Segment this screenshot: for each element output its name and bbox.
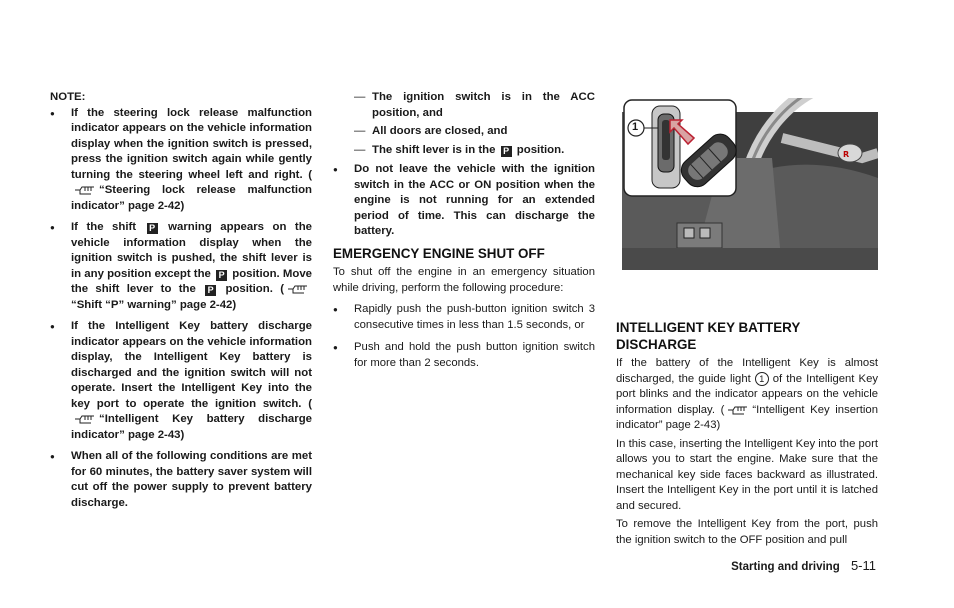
page-footer: [731, 558, 876, 573]
page-number: 5-11: [850, 558, 876, 573]
note-text: If the shift: [71, 221, 137, 233]
page-reference[interactable]: “Shift “P” warning” page 2-42): [71, 298, 237, 311]
park-indicator: P: [147, 223, 158, 234]
page-reference[interactable]: “Intelligent Key insertion indicator” page 2-43): [616, 403, 878, 431]
condition-list: [333, 90, 595, 158]
key-port-illustration: [622, 98, 878, 270]
condition-text: All doors are closed, and: [372, 125, 508, 137]
page-reference[interactable]: “Intelligent Key battery discharge indicator” page 2-43): [71, 413, 312, 441]
list-item: [50, 220, 312, 313]
note-list: [50, 106, 312, 512]
column-middle: [333, 90, 595, 378]
procedure-list: [333, 302, 595, 371]
section-title-emergency: EMERGENCY ENGINE SHUT OFF: [333, 245, 545, 261]
pointing-hand-icon: [74, 412, 96, 424]
paragraph: In this case, inserting the Intelligent Key into the port allows you to start the engine. Make sure that the mechanical key side faces backward as illustrated. Insert the Intelligent Key in the port until it is latched and secured.: [616, 437, 878, 512]
paragraph-text: of the Intelligent Key port blinks and the indicator appears on the vehicle information display. (: [616, 372, 878, 416]
page-reference[interactable]: “Steering lock release malfunction indicator” page 2-42): [71, 184, 312, 212]
park-indicator: P: [501, 146, 512, 157]
list-item: [50, 449, 312, 511]
list-item: [354, 90, 595, 121]
note-text: position. (: [225, 283, 284, 295]
list-item: [333, 340, 595, 371]
condition-text: position.: [516, 143, 565, 156]
paragraph: [616, 356, 878, 434]
condition-text: The ignition switch is in the ACC position, and: [372, 91, 595, 119]
paragraph: To remove the Intelligent Key from the port, push the ignition switch to the OFF position and pull: [616, 518, 878, 546]
note-list: [333, 162, 595, 240]
note-text: When all of the following conditions are met for 60 minutes, the battery saver system will cut off the power supply to prevent battery discharge.: [71, 450, 312, 509]
note-text: warning appears on the vehicle information display when the ignition switch is pushed, the shift lever is in any position except the: [71, 221, 313, 280]
note-text: If the Intelligent Key battery discharge indicator appears on the vehicle information display, the Intelligent Key battery is discharged and the ignition switch will not operate. Insert the Intelligent Key into the key port to operate the ignition switch. (: [71, 320, 312, 410]
svg-text:R: R: [843, 150, 850, 159]
park-indicator: P: [205, 285, 216, 296]
list-item: [333, 302, 595, 333]
note-text: position. Move the shift lever to the: [71, 267, 312, 295]
list-item: [333, 162, 595, 240]
column-left: [50, 90, 312, 517]
dashboard-illustration: [622, 98, 878, 270]
pointing-hand-icon: [727, 403, 749, 415]
condition-text: The shift lever is in the: [372, 143, 496, 156]
procedure-text: Rapidly push the push-button ignition switch 3 consecutive times in less than 1.5 seconds, or: [354, 303, 595, 331]
column-right: [616, 320, 878, 551]
section-title-battery: INTELLIGENT KEY BATTERY DISCHARGE: [616, 320, 801, 352]
list-item: [354, 143, 595, 159]
list-item: [50, 106, 312, 215]
paragraph-text: If the battery of the Intelligent Key is almost discharged, the guide light: [616, 357, 878, 385]
guide-light-callout: 1: [755, 372, 769, 386]
figure-callout: 1: [632, 121, 639, 133]
note-text: If the steering lock release malfunction indicator appears on the vehicle information display when the ignition switch is pressed, press the ignition switch again while gently turning the steering wheel left and right. (: [71, 106, 312, 181]
park-indicator: P: [216, 270, 227, 281]
procedure-text: Push and hold the push button ignition switch for more than 2 seconds.: [354, 341, 595, 369]
pointing-hand-icon: [287, 282, 309, 294]
note-heading: NOTE:: [50, 91, 86, 103]
pointing-hand-icon: [74, 183, 96, 195]
paragraph: To shut off the engine in an emergency situation while driving, perform the following procedure:: [333, 266, 595, 294]
footer-section-title: Starting and driving: [731, 561, 840, 573]
list-item: [50, 319, 312, 443]
list-item: [354, 124, 595, 140]
note-text: Do not leave the vehicle with the ignition switch in the ACC or ON position when the engine is not running for an extended period of time. This can discharge the battery.: [354, 163, 595, 237]
